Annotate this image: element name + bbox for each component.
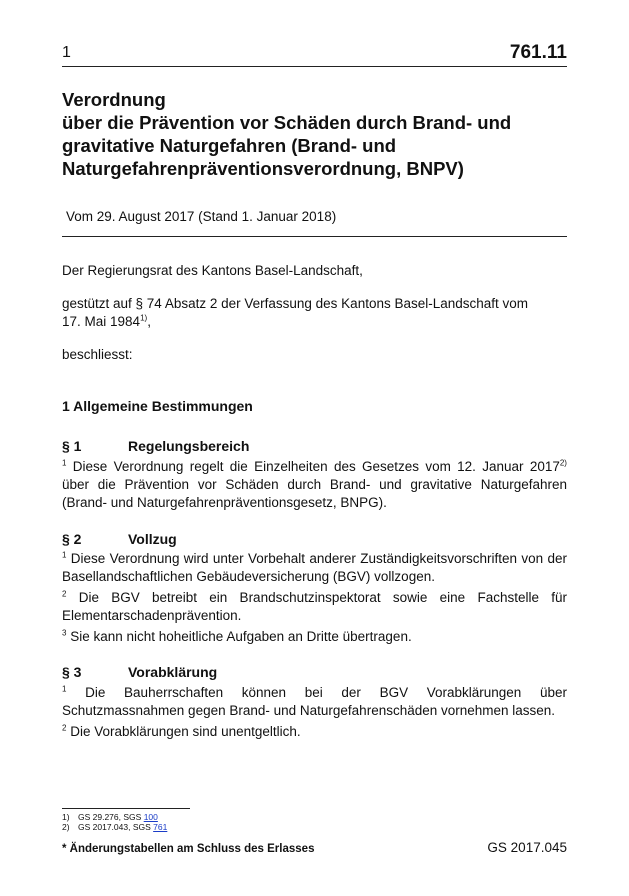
document-title bbox=[62, 88, 582, 180]
paragraph-mark: 1 bbox=[62, 458, 67, 468]
title-line: gravitative Naturgefahren (Brand- und bbox=[62, 135, 397, 156]
footnote-1-mark: 1) bbox=[62, 812, 70, 822]
title-line: über die Prävention vor Schäden durch Brand- und bbox=[62, 112, 512, 133]
preamble-basis-line2: 17. Mai 1984 bbox=[62, 314, 141, 329]
section-1-number: § 1 bbox=[62, 438, 82, 454]
footnote-1-text: GS 29.276, SGS bbox=[78, 812, 144, 822]
section-2-paragraph-1 bbox=[62, 550, 567, 586]
paragraph-text: Die BGV betreibt ein Brandschutzinspektorat sowie eine Fachstelle für Elementarschadenprävention. bbox=[62, 590, 567, 623]
paragraph-text: Die Bauherrschaften können bei der BGV Vorabklärungen über Schutzmassnahmen gegen Brand- und Naturgefahrenschäden vornehmen lassen. bbox=[62, 685, 567, 718]
section-3-number: § 3 bbox=[62, 664, 82, 680]
section-1-heading bbox=[62, 438, 249, 454]
preamble-authority: Der Regierungsrat des Kantons Basel-Landschaft, bbox=[62, 263, 363, 278]
section-3-heading bbox=[62, 664, 217, 680]
footnote-rule bbox=[62, 808, 190, 809]
paragraph-mark: 1 bbox=[62, 550, 67, 560]
footnote-ref-1[interactable]: 1) bbox=[140, 313, 148, 323]
chapter-heading: 1 Allgemeine Bestimmungen bbox=[62, 398, 253, 414]
paragraph-text: über die Prävention vor Schäden durch Brand- und gravitative Naturgefahren (Brand- und Naturgefahrenpräventionsgesetz, BNPG). bbox=[62, 477, 567, 510]
section-1-paragraph-1 bbox=[62, 458, 567, 512]
section-2-title: Vollzug bbox=[128, 531, 177, 547]
date-line: Vom 29. August 2017 (Stand 1. Januar 2018) bbox=[66, 209, 337, 224]
paragraph-mark: 2 bbox=[62, 723, 67, 733]
title-line: Naturgefahrenpräventionsverordnung, BNPV) bbox=[62, 158, 464, 179]
footnote-2-link[interactable]: 761 bbox=[153, 822, 168, 832]
section-3-body bbox=[62, 684, 567, 744]
section-2-paragraph-3 bbox=[62, 628, 567, 646]
preamble-basis-end: , bbox=[147, 314, 151, 329]
footnote-2-mark: 2) bbox=[62, 822, 70, 832]
title-line: Verordnung bbox=[62, 89, 166, 110]
section-3-paragraph-1 bbox=[62, 684, 567, 720]
section-2-paragraph-2 bbox=[62, 589, 567, 625]
preamble-basis-line1: gestützt auf § 74 Absatz 2 der Verfassung des Kantons Basel-Landschaft vom bbox=[62, 296, 529, 311]
paragraph-mark: 3 bbox=[62, 628, 67, 638]
footnote-2-text: GS 2017.043, SGS bbox=[78, 822, 154, 832]
paragraph-text: Diese Verordnung regelt die Einzelheiten des Gesetzes vom 12. Januar 2017 bbox=[72, 459, 560, 474]
paragraph-mark: 2 bbox=[62, 589, 67, 599]
section-3-title: Vorabklärung bbox=[128, 664, 218, 680]
section-1-title: Regelungsbereich bbox=[128, 438, 250, 454]
gazette-reference: GS 2017.045 bbox=[487, 840, 567, 855]
page-number: 1 bbox=[62, 44, 71, 61]
paragraph-text: Sie kann nicht hoheitliche Aufgaben an Dritte übertragen. bbox=[70, 629, 412, 644]
preamble-decision: beschliesst: bbox=[62, 347, 133, 362]
footnote-1-link[interactable]: 100 bbox=[143, 812, 158, 822]
law-code: 761.11 bbox=[509, 42, 567, 63]
footnote-1 bbox=[62, 812, 158, 823]
footnote-ref-2[interactable]: 2) bbox=[559, 458, 567, 468]
paragraph-text: Diese Verordnung wird unter Vorbehalt anderer Zuständigkeitsvorschriften von der Basellandschaftlichen Gebäudeversicherung (BGV) vollzogen. bbox=[62, 551, 567, 584]
paragraph-text: Die Vorabklärungen sind unentgeltlich. bbox=[70, 724, 301, 739]
header-rule bbox=[62, 66, 567, 67]
section-2-heading bbox=[62, 531, 177, 547]
paragraph-mark: 1 bbox=[62, 684, 67, 694]
section-2-number: § 2 bbox=[62, 531, 82, 547]
section-3-paragraph-2 bbox=[62, 723, 567, 741]
preamble-basis bbox=[62, 295, 567, 331]
section-2-body bbox=[62, 550, 567, 649]
title-rule bbox=[62, 236, 567, 237]
footnote-2 bbox=[62, 822, 167, 833]
amendment-note: * Änderungstabellen am Schluss des Erlasses bbox=[62, 843, 315, 855]
section-1-body bbox=[62, 458, 567, 515]
